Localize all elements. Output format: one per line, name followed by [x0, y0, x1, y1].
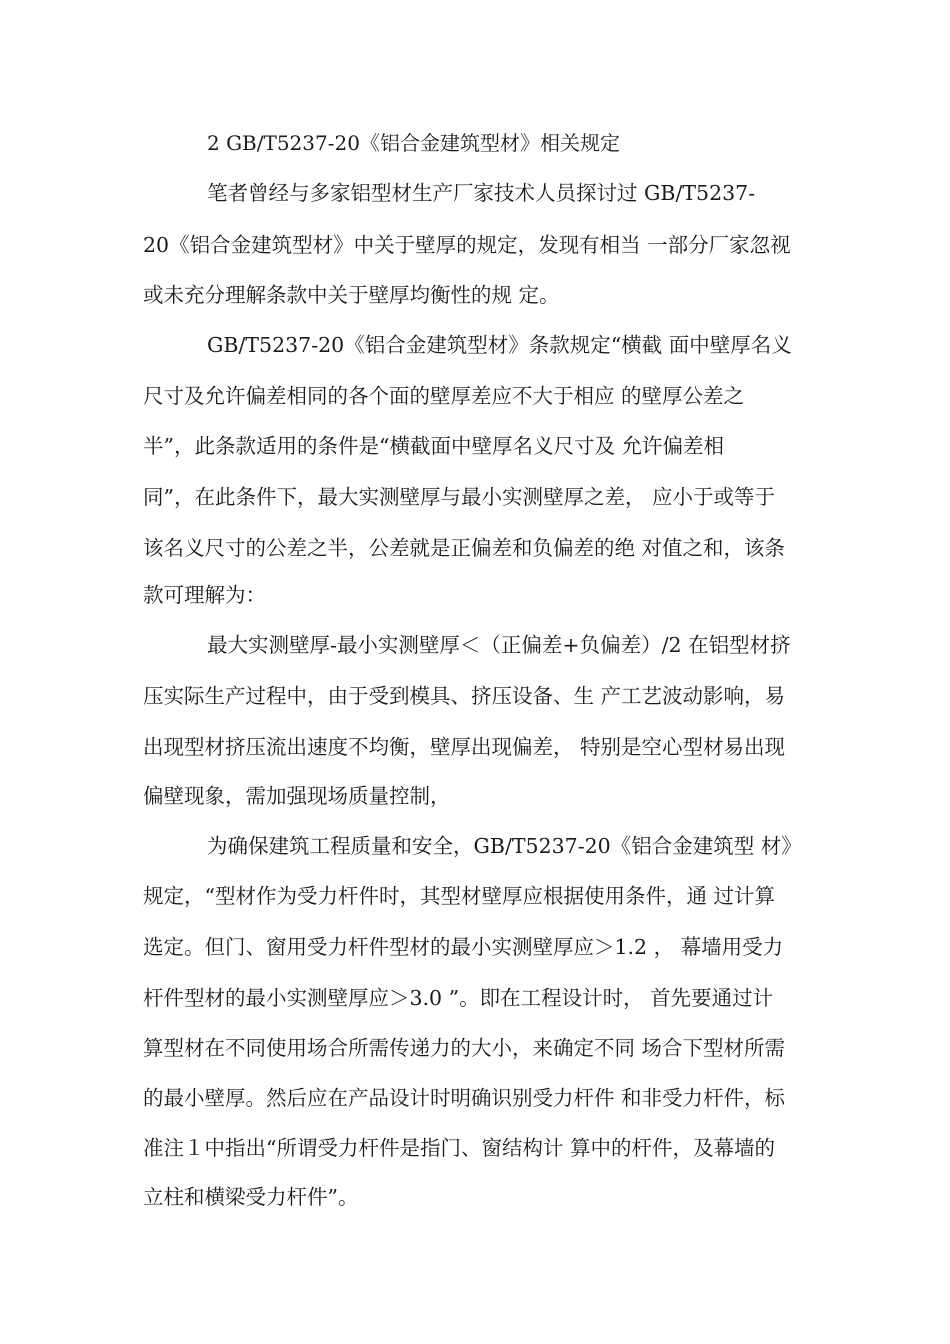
paragraph-4-line-6: 的最小壁厚。然后应在产品设计时明确识别受力杆件 和非受力杆件，标: [143, 1086, 786, 1110]
paragraph-2-line-1: GB/T5237-20《铝合金建筑型材》条款规定“横截 面中壁厚名义: [207, 333, 792, 357]
paragraph-2-line-4: 同”，在此条件下，最大实测壁厚与最小实测壁厚之差， 应小于或等于: [143, 485, 775, 509]
paragraph-2-line-3: 半”，此条款适用的条件是“横截面中壁厚名义尺寸及 允许偏差相: [143, 434, 724, 458]
paragraph-4-line-4: 杆件型材的最小实测壁厚应＞3.0 ”。即在工程设计时， 首先要通过计: [143, 986, 774, 1010]
paragraph-4-line-7: 准注１中指出“所谓受力杆件是指门、窗结构计 算中的杆件，及幕墙的: [143, 1136, 775, 1160]
paragraph-3-line-1: 最大实测壁厚-最小实测壁厚＜（正偏差+负偏差）/2 在铝型材挤: [207, 633, 791, 657]
paragraph-3-line-2: 压实际生产过程中，由于受到模具、挤压设备、生 产工艺波动影响，易: [143, 684, 786, 708]
paragraph-1-line-1: 笔者曾经与多家铝型材生产厂家技术人员探讨过 GB/T5237-: [207, 181, 756, 205]
paragraph-1-line-2: 20《铝合金建筑型材》中关于壁厚的规定，发现有相当 一部分厂家忽视: [143, 233, 791, 257]
paragraph-3-line-4: 偏壁现象，需加强现场质量控制，: [143, 784, 451, 808]
paragraph-4-line-5: 算型材在不同使用场合所需传递力的大小，来确定不同 场合下型材所需: [143, 1036, 786, 1060]
paragraph-4-line-2: 规定，“型材作为受力杆件时，其型材壁厚应根据使用条件，通 过计算: [143, 884, 775, 908]
paragraph-4-line-3: 选定。但门、窗用受力杆件型材的最小实测壁厚应＞1.2 ， 幕墙用受力: [143, 935, 784, 959]
section-heading: 2 GB/T5237-20《铝合金建筑型材》相关规定: [207, 131, 620, 155]
paragraph-4-line-8: 立柱和横梁受力杆件”。: [143, 1185, 359, 1209]
paragraph-2-line-5: 该名义尺寸的公差之半，公差就是正偏差和负偏差的绝 对值之和，该条: [143, 536, 786, 560]
paragraph-4-line-1: 为确保建筑工程质量和安全，GB/T5237-20《铝合金建筑型 材》: [207, 834, 802, 858]
paragraph-2-line-6: 款可理解为：: [143, 583, 266, 607]
paragraph-1-line-3: 或未充分理解条款中关于壁厚均衡性的规 定。: [143, 283, 560, 307]
paragraph-2-line-2: 尺寸及允许偏差相同的各个面的壁厚差应不大于相应 的壁厚公差之: [143, 384, 745, 408]
paragraph-3-line-3: 出现型材挤压流出速度不均衡，壁厚出现偏差， 特别是空心型材易出现: [143, 735, 786, 759]
